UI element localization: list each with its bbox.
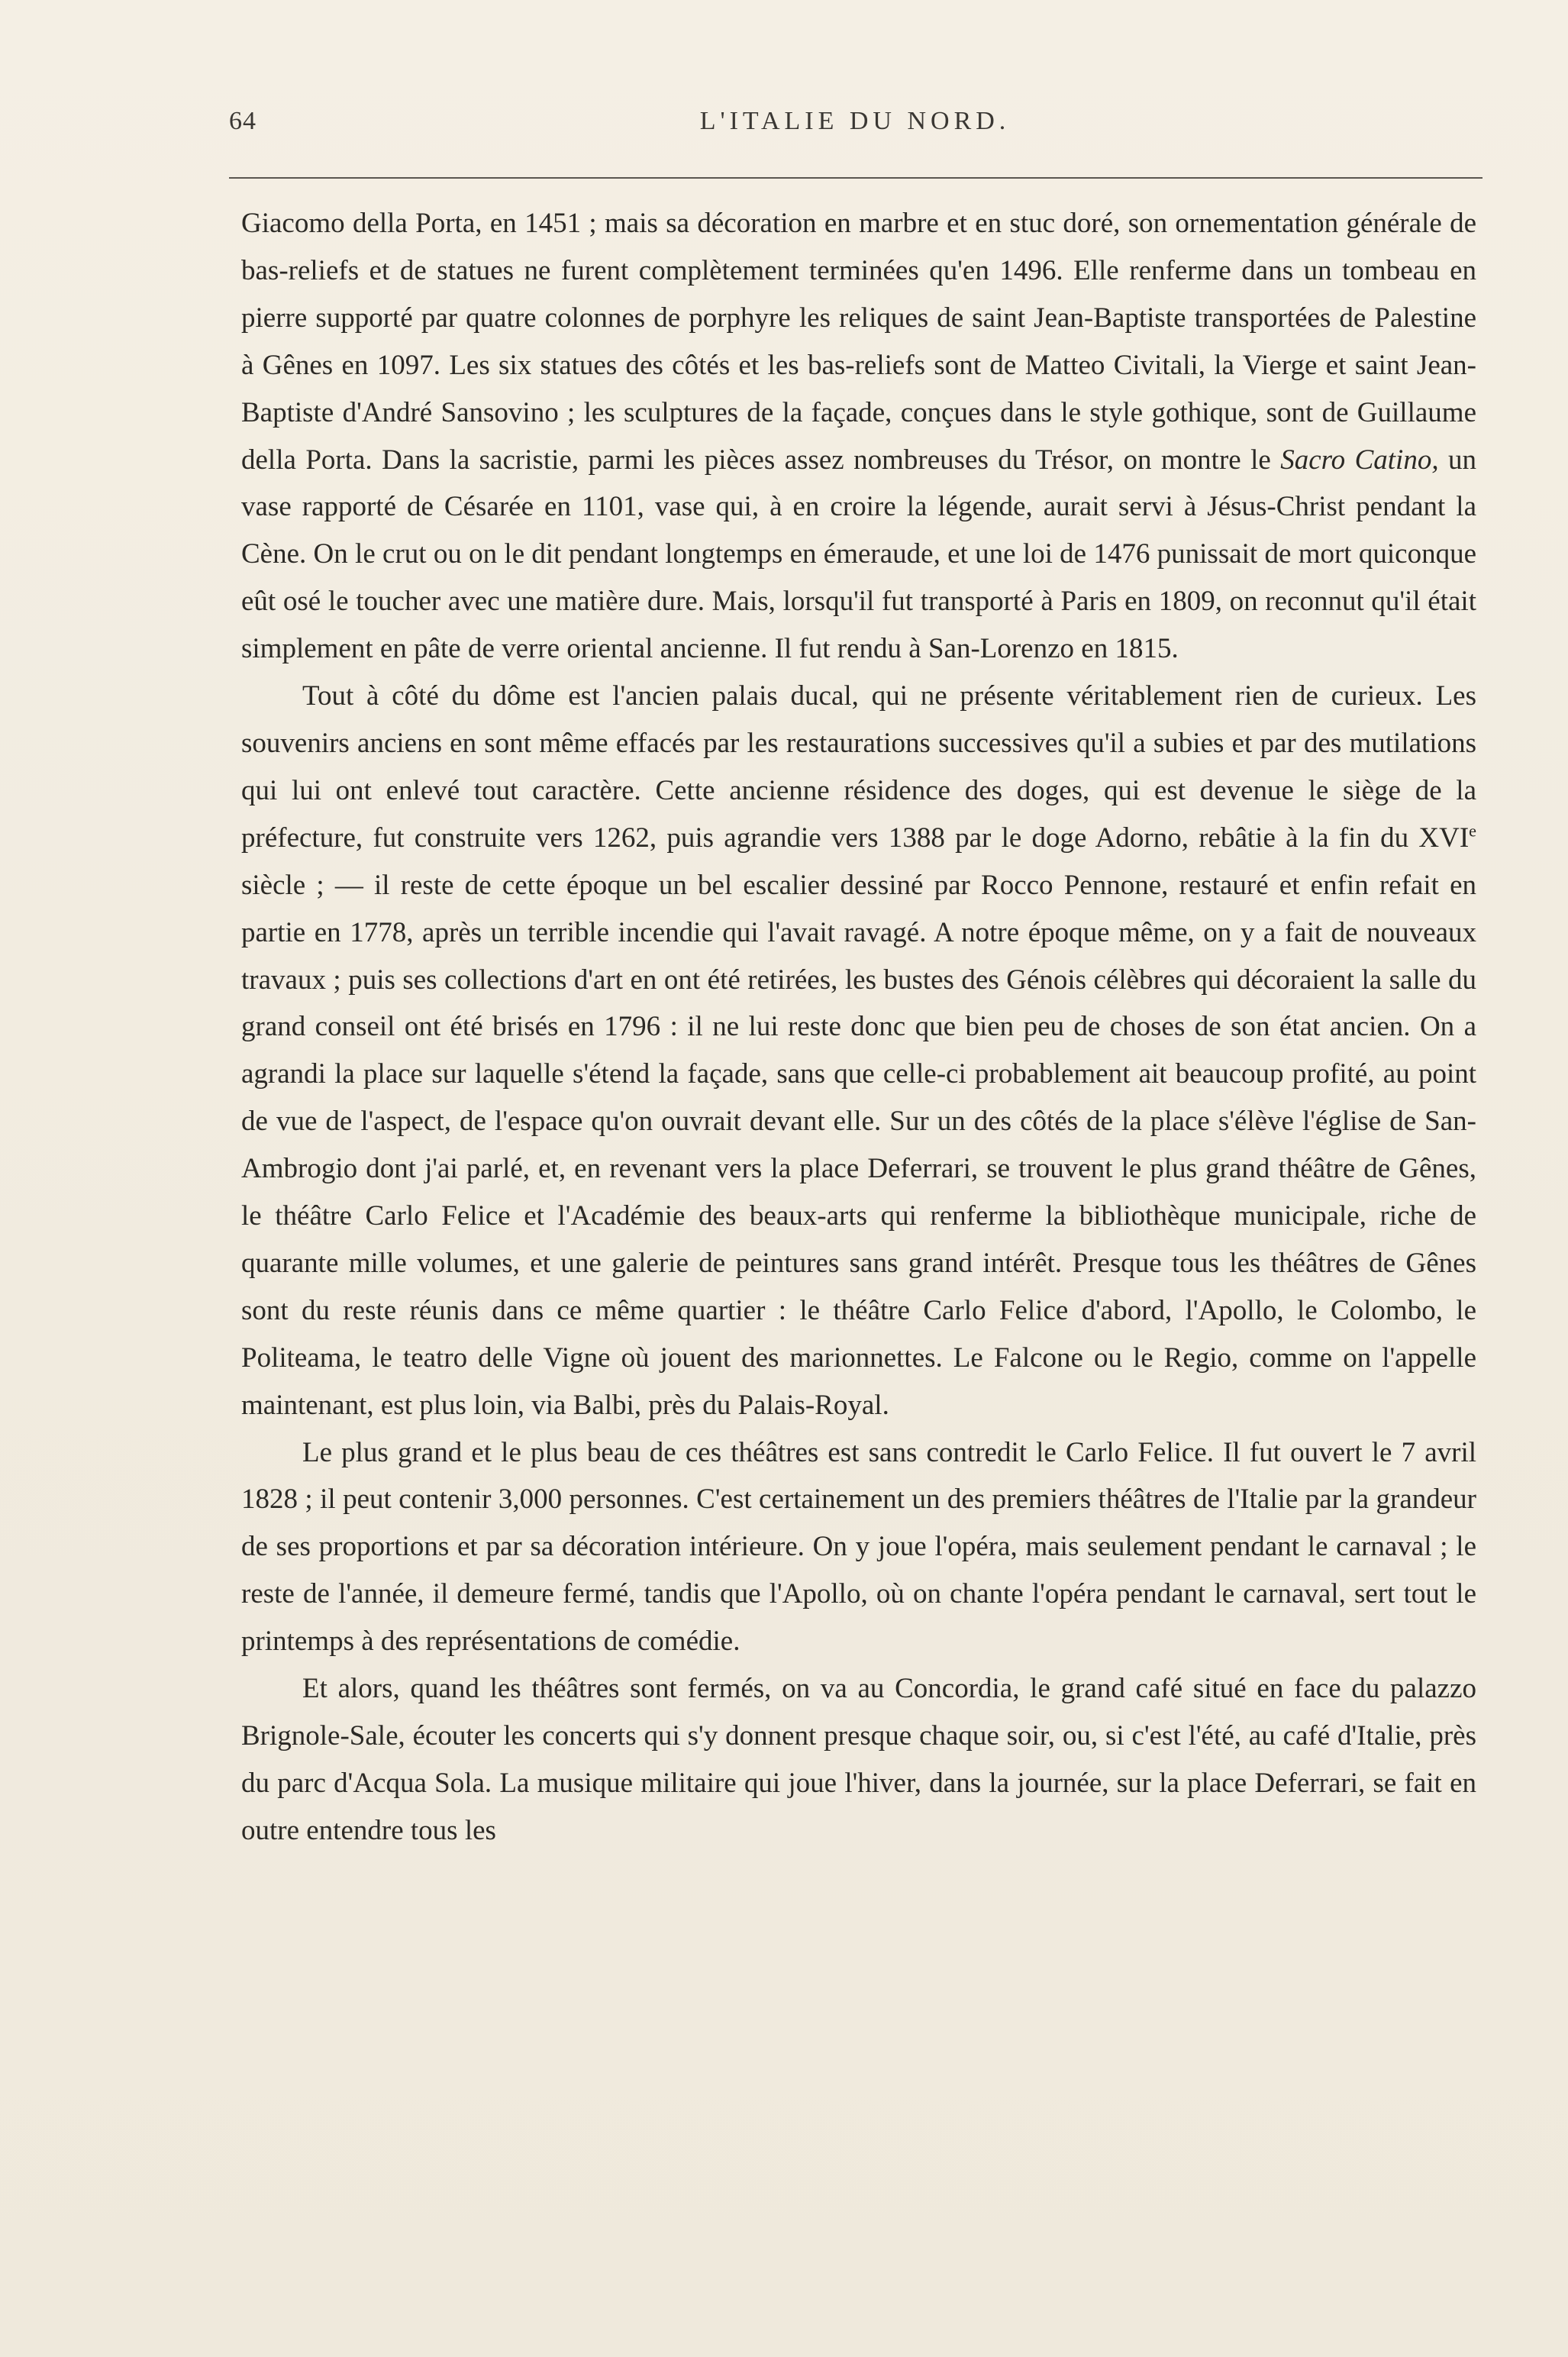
century-numeral: XVI — [1418, 822, 1470, 854]
paragraph-1-text-a: Giacomo della Porta, en 1451 ; mais sa décoration en marbre et en stuc doré, son ornementation générale de bas-reliefs et de statues ne furent complètement terminées qu'en 1496. Elle renferme dans un tombeau en pierre supporté par quatre colonnes de porphyre les reliques de saint Jean-Baptiste transportées de Palestine à Gênes en 1097. Les six statues des côtés et les bas-reliefs sont de Matteo Civitali, la Vierge et saint Jean-Baptiste d'André Sansovino ; les sculptures de la façade, conçues dans le style gothique, sont de Guillaume della Porta. Dans la sacristie, parmi les pièces assez nombreuses du Trésor, on montre le — [241, 208, 1476, 476]
paragraph-3: Le plus grand et le plus beau de ces théâtres est sans contredit le Carlo Felice. Il fut ouvert le 7 avril 1828 ; il peut contenir 3,000 personnes. C'est certainement un des premiers théâtres de l'Italie par la grandeur de ses proportions et par sa décoration intérieure. On y joue l'opéra, mais seulement pendant le carnaval ; le reste de l'année, il demeure fermé, tandis que l'Apollo, où on chante l'opéra pendant le carnaval, sert tout le printemps à des représentations de comédie. — [241, 1436, 1476, 1658]
paragraph-2 — [241, 673, 1476, 1429]
century-superscript: e — [1469, 821, 1476, 841]
running-title: L'ITALIE DU NORD. — [699, 107, 1011, 135]
italic-title-sacro-catino: Sacro Catino, — [1280, 444, 1439, 476]
paragraph-4: Et alors, quand les théâtres sont fermés, on va au Concordia, le grand café situé en face du palazzo Brignole-Sale, écouter les concerts qui s'y donnent presque chaque soir, ou, si c'est l'été, au café d'Italie, près du parc d'Acqua Sola. La musique militaire qui joue l'hiver, dans la journée, sur la place Deferrari, se fait en outre entendre tous les — [241, 1673, 1476, 1846]
header-rule — [229, 177, 1483, 179]
paragraph-1 — [241, 200, 1476, 673]
page-number: 64 — [229, 107, 256, 135]
body-text — [241, 200, 1476, 1855]
page-header — [229, 107, 1481, 150]
paragraph-2-text-a: Tout à côté du dôme est l'ancien palais ducal, qui ne présente véritablement rien de curieux. Les souvenirs anciens en sont même effacés par les restaurations successives qu'il a subies et par des mutilations qui lui ont enlevé tout caractère. Cette ancienne résidence des doges, qui est devenue le siège de la préfecture, fut construite vers 1262, puis agrandie vers 1388 par le doge Adorno, rebâtie à la fin du — [241, 680, 1476, 854]
paragraph-2-text-b: siècle ; — il reste de cette époque un bel escalier dessiné par Rocco Pennone, restauré et enfin refait en partie en 1778, après un terrible incendie qui l'avait ravagé. A notre époque même, on y a fait de nouveaux travaux ; puis ses collections d'art en ont été retirées, les bustes des Génois célèbres qui décoraient la salle du grand conseil ont été brisés en 1796 : il ne lui reste donc que bien peu de choses de son état ancien. On a agrandi la place sur laquelle s'étend la façade, sans que celle-ci probablement ait beaucoup profité, au point de vue de l'aspect, de l'espace qu'on ouvrait devant elle. Sur un des côtés de la place s'élève l'église de San-Ambrogio dont j'ai parlé, et, en revenant vers la place Deferrari, se trouvent le plus grand théâtre de Gênes, le théâtre Carlo Felice et l'Académie des beaux-arts qui renferme la bibliothèque municipale, riche de quarante mille volumes, et une galerie de peintures sans grand intérêt. Presque tous les théâtres de Gênes sont du reste réunis dans ce même quartier : le théâtre Carlo Felice d'abord, l'Apollo, le Colombo, le Politeama, le teatro delle Vigne où jouent des marionnettes. Le Falcone ou le Regio, comme on l'appelle maintenant, est plus loin, via Balbi, près du Palais-Royal. — [241, 869, 1476, 1421]
paragraph-1-text-b: un vase rapporté de Césarée en 1101, vase qui, à en croire la légende, aurait servi à Jésus-Christ pendant la Cène. On le crut ou on le dit pendant longtemps en émeraude, et une loi de 1476 punissait de mort quiconque eût osé le toucher avec une matière dure. Mais, lorsqu'il fut transporté à Paris en 1809, on reconnut qu'il était simplement en pâte de verre oriental ancienne. Il fut rendu à San-Lorenzo en 1815. — [241, 444, 1477, 665]
